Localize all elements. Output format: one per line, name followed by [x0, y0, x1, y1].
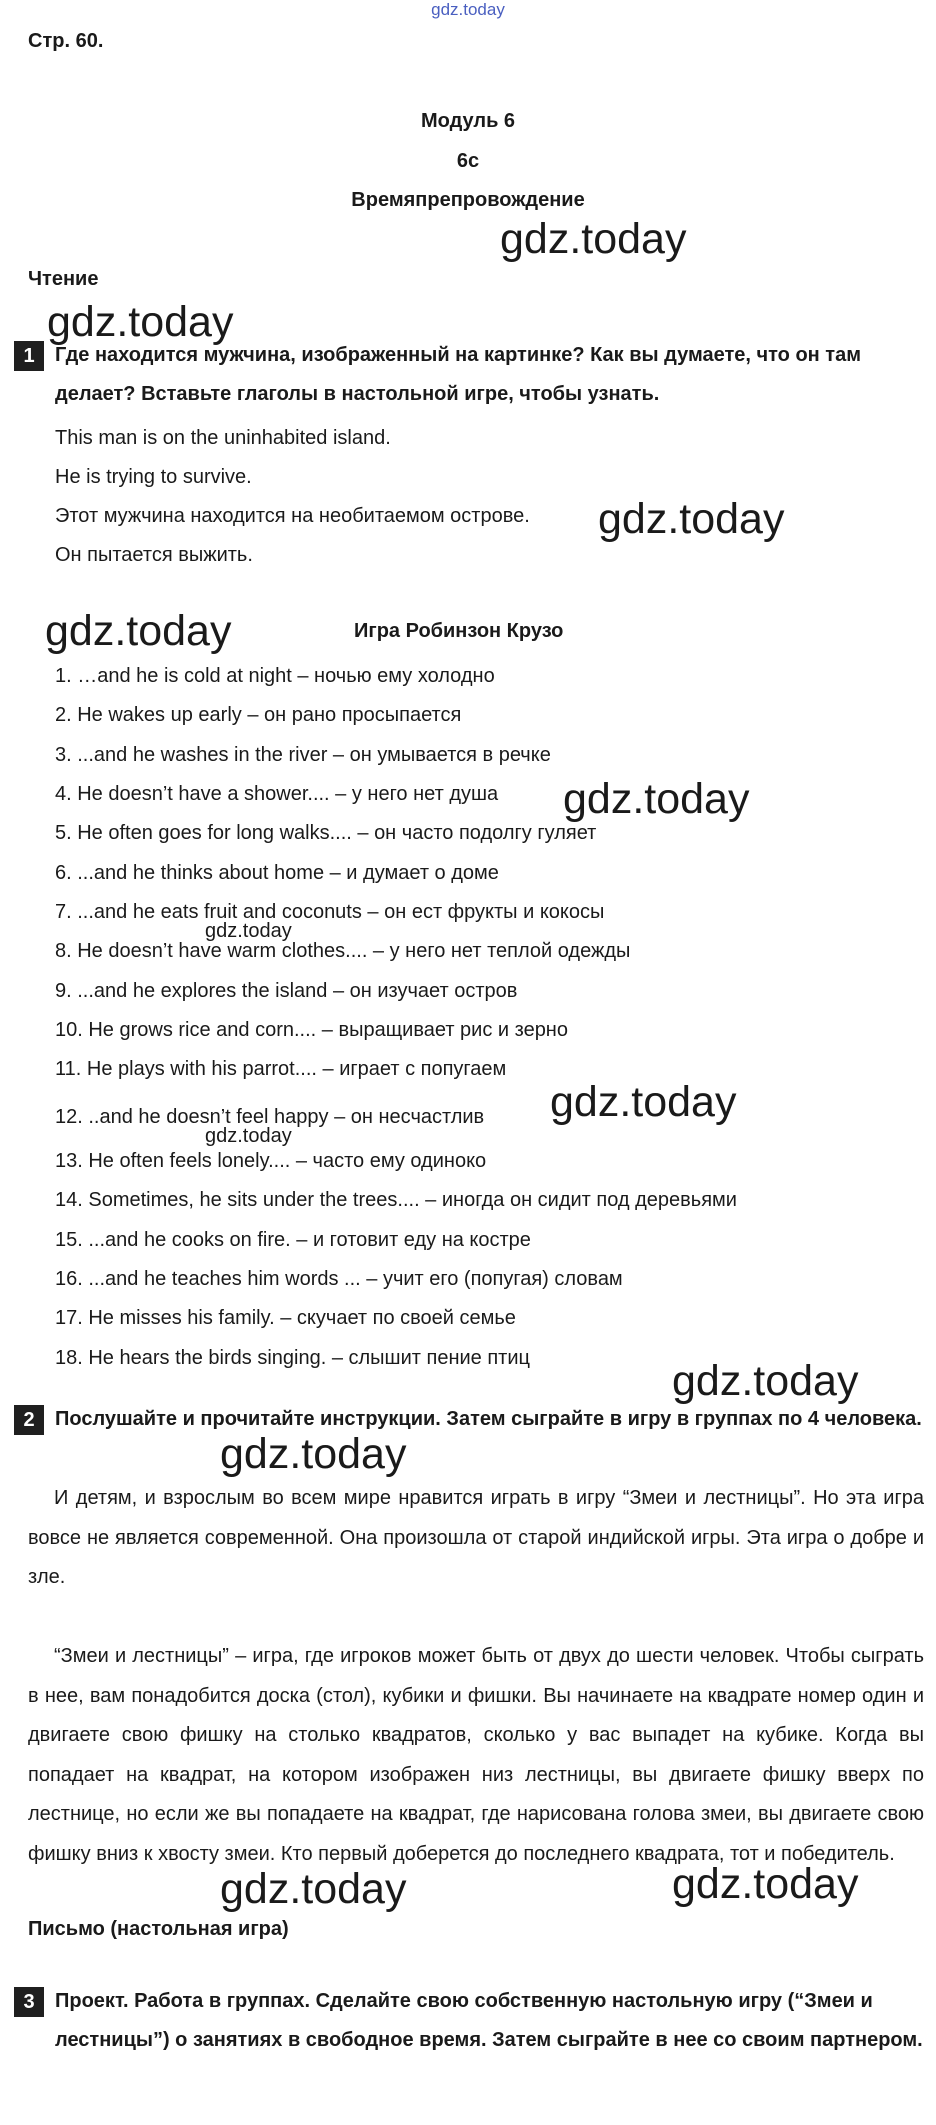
- watermark: gdz.today: [598, 495, 785, 543]
- list-item: 16. ...and he teaches him words ... – учит его (попугая) словам: [55, 1268, 623, 1290]
- list-item: 18. He hears the birds singing. – слышит пение птиц: [55, 1347, 530, 1369]
- answer-line: Он пытается выжить.: [55, 544, 253, 566]
- game-title: Игра Робинзон Крузо: [354, 620, 564, 642]
- watermark: gdz.today: [563, 775, 750, 823]
- watermark: gdz.today: [205, 1125, 292, 1147]
- page-number: Стр. 60.: [28, 30, 104, 52]
- list-item: 1. …and he is cold at night – ночью ему холодно: [55, 665, 495, 687]
- watermark: gdz.today: [672, 1357, 859, 1405]
- section-writing: Письмо (настольная игра): [28, 1918, 289, 1940]
- answer-line: This man is on the uninhabited island.: [55, 427, 391, 449]
- task-3-number: 3: [14, 1987, 44, 2017]
- task-1-number: 1: [14, 341, 44, 371]
- list-item: 3. ...and he washes in the river – он умывается в речке: [55, 744, 551, 766]
- list-item: 10. He grows rice and corn.... – выращивает рис и зерно: [55, 1019, 568, 1041]
- list-item: 17. He misses his family. – скучает по своей семье: [55, 1307, 516, 1329]
- answer-line: Этот мужчина находится на необитаемом острове.: [55, 505, 530, 527]
- watermark: gdz.today: [47, 298, 234, 346]
- list-item: 9. ...and he explores the island – он изучает остров: [55, 980, 518, 1002]
- paragraph-text: “Змеи и лестницы” – игра, где игроков может быть от двух до шести человек. Чтобы сыграть в нее, вам понадобится доска (стол), кубики и фишки. Вы начинаете на квадрате номер один и двигаете свою фишку на столько квадратов, сколько у вас выпадет на кубике. Когда вы попадает на квадрат, на котором изображен низ лестницы, вы двигаете фишку вверх по лестнице, но если же вы попадаете на квадрат, где нарисована голова змеи, вы двигаете свою фишку вниз к хвосту змеи. Кто первый доберется до последнего квадрата, тот и победитель.: [28, 1645, 924, 1865]
- list-item: 13. He often feels lonely.... – часто ему одиноко: [55, 1150, 487, 1172]
- list-item: 6. ...and he thinks about home – и думает о доме: [55, 862, 499, 884]
- topic-title: Времяпрепровождение: [351, 189, 585, 211]
- list-item: 5. He often goes for long walks.... – он часто подолгу гуляет: [55, 822, 597, 844]
- watermark: gdz.today: [205, 920, 292, 942]
- task-3-instruction: Проект. Работа в группах. Сделайте свою собственную настольную игру (“Змеи и лестницы”) о занятиях в свободное время. Затем сыграйте в нее со своим партнером.: [55, 1990, 923, 2051]
- watermark: gdz.today: [45, 607, 232, 655]
- list-item: 7. ...and he eats fruit and coconuts – он ест фрукты и кокосы: [55, 901, 605, 923]
- list-item: 11. He plays with his parrot.... – играет с попугаем: [55, 1058, 507, 1080]
- lesson-number: 6c: [456, 150, 480, 172]
- task-2-paragraph: [28, 1637, 924, 1874]
- watermark: gdz.today: [220, 1865, 407, 1913]
- watermark: gdz.today: [220, 1430, 407, 1478]
- task-2-number: 2: [14, 1405, 44, 1435]
- site-logo: gdz.today: [431, 0, 505, 19]
- task-1-instruction: Где находится мужчина, изображенный на картинке? Как вы думаете, что он там делает? Вставьте глаголы в настольной игре, чтобы узнать.: [55, 344, 862, 405]
- module-title: Модуль 6: [420, 110, 516, 132]
- task-2-instruction: Послушайте и прочитайте инструкции. Затем сыграйте в игру в группах по 4 человека.: [55, 1408, 922, 1430]
- list-item: 12. ..and he doesn’t feel happy – он несчастлив: [55, 1106, 485, 1128]
- task-2-paragraph: [28, 1479, 924, 1598]
- watermark: gdz.today: [550, 1078, 737, 1126]
- list-item: 4. He doesn’t have a shower.... – у него нет душа: [55, 783, 499, 805]
- list-item: 15. ...and he cooks on fire. – и готовит еду на костре: [55, 1229, 531, 1251]
- answer-line: He is trying to survive.: [55, 466, 252, 488]
- paragraph-text: И детям, и взрослым во всем мире нравится играть в игру “Змеи и лестницы”. Но эта игра вовсе не является современной. Она произошла от старой индийской игры. Эта игра о добре и зле.: [28, 1487, 924, 1588]
- list-item: 2. He wakes up early – он рано просыпается: [55, 704, 462, 726]
- list-item: 8. He doesn’t have warm clothes.... – у него нет теплой одежды: [55, 940, 631, 962]
- section-reading: Чтение: [28, 268, 99, 290]
- watermark: gdz.today: [672, 1860, 859, 1908]
- list-item: 14. Sometimes, he sits under the trees.... – иногда он сидит под деревьями: [55, 1189, 737, 1211]
- watermark: gdz.today: [500, 215, 687, 263]
